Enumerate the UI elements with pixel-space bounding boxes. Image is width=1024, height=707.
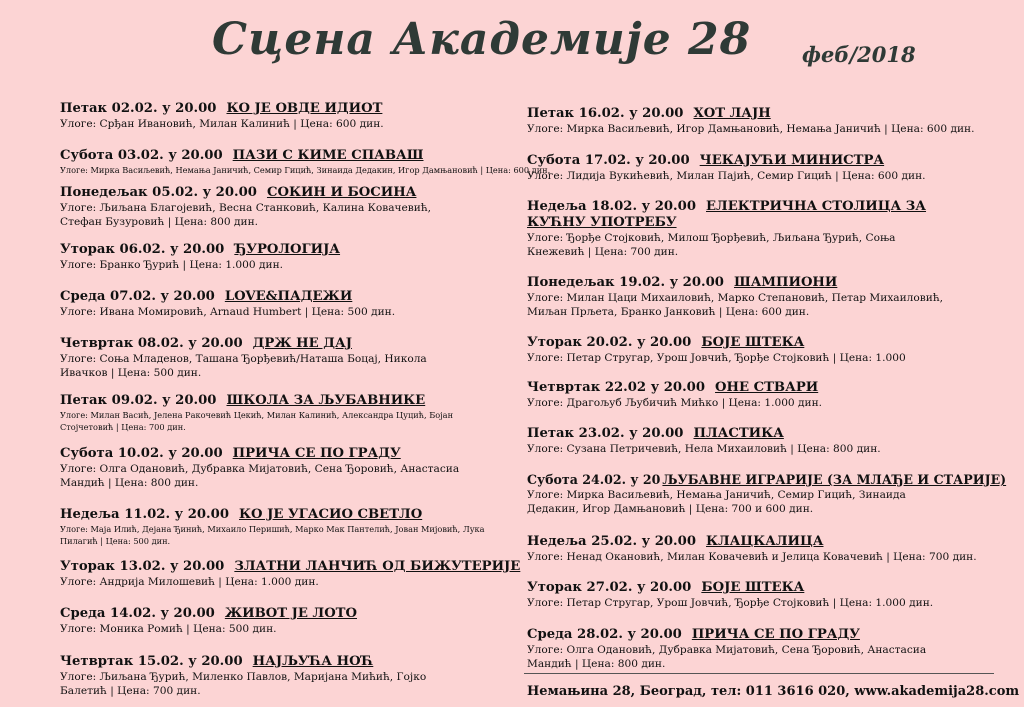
entry-day: Петак 23.02. у 20.00 [527, 426, 684, 441]
entry-day: Среда 28.02. у 20.00 [527, 627, 682, 642]
entry-day: Среда 07.02. у 20.00 [60, 289, 215, 304]
entry-day: Петак 16.02. у 20.00 [527, 106, 684, 121]
schedule-entry [527, 580, 933, 610]
entry-cast: Улоге: Љиљана Благојевић, Весна Станковић, Калина Ковачевић, Стефан Бузуровић | Цена: 800 дин. [60, 202, 432, 228]
entry-heading [527, 472, 1006, 488]
entry-day: Четвртак 15.02. у 20.00 [60, 654, 243, 669]
entry-heading [60, 606, 357, 622]
schedule-entry [527, 534, 977, 564]
month-label: феб/2018 [802, 42, 916, 67]
schedule-entry [527, 106, 975, 136]
entry-heading [527, 199, 967, 231]
entry-show-title: LOVE&ПАДЕЖИ [224, 289, 353, 304]
entry-cast: Улоге: Андрија Милошевић | Цена: 1.000 дин. [60, 576, 319, 588]
schedule-entry [527, 426, 881, 456]
entry-cast: Улоге: Петар Стругар, Урош Јовчић, Ђорђе Стојковић | Цена: 1.000 дин. [527, 597, 934, 609]
entry-cast: Улоге: Сузана Петричевић, Нела Михаиловић | Цена: 800 дин. [527, 443, 881, 455]
entry-day: Недеља 18.02. у 20.00 [527, 199, 696, 214]
entry-day: Субота 17.02. у 20.00 [527, 153, 690, 168]
entry-heading [60, 654, 460, 670]
schedule-entry [527, 275, 957, 319]
entry-cast: Улоге: Олга Одановић, Дубравка Мијатовић, Сена Ђоровић, Анастасиа Мандић | Цена: 800 дин. [60, 463, 460, 489]
entry-day: Уторак 06.02. у 20.00 [60, 242, 225, 257]
entry-show-title: КЛАЦКАЛИЦА [706, 534, 824, 549]
schedule-entry [60, 336, 460, 380]
entry-show-title: ЧЕКАЈУЋИ МИНИСТРА [699, 153, 885, 168]
entry-heading [60, 289, 395, 305]
entry-day: Недеља 11.02. у 20.00 [60, 507, 229, 522]
entry-day: Среда 14.02. у 20.00 [60, 606, 215, 621]
entry-cast: Улоге: Љиљана Ђурић, Миленко Павлов, Маријана Мићић, Гојко Балетић | Цена: 700 дин. [60, 671, 427, 697]
schedule-entry [60, 446, 480, 490]
entry-show-title: НАЈЉУЋА НОЋ [252, 654, 374, 669]
entry-heading [527, 534, 977, 550]
entry-show-title: ХОТ ЛАЈН [693, 106, 771, 121]
entry-heading [527, 627, 947, 643]
entry-heading [60, 185, 460, 201]
schedule-entry [60, 559, 520, 589]
entry-cast: Улоге: Драгољуб Љубичић Мићко | Цена: 1.000 дин. [527, 397, 823, 409]
entry-cast: Улоге: Ђорђе Стојковић, Милош Ђорђевић, Љиљана Ђурић, Соња Кнежевић | Цена: 700 дин. [527, 232, 896, 258]
entry-cast: Улоге: Мирка Васиљевић, Игор Дамњановић, Немања Јаничић | Цена: 600 дин. [527, 123, 975, 135]
entry-show-title: ЗЛАТНИ ЛАНЧИЋ ОД БИЖУТЕРИЈЕ [234, 559, 521, 574]
entry-day: Понедељак 19.02. у 20.00 [527, 275, 724, 290]
entry-day: Уторак 27.02. у 20.00 [527, 580, 692, 595]
entry-heading [60, 101, 384, 117]
entry-show-title: ЕЛЕКТРИЧНА СТОЛИЦА ЗА КУЋНУ УПОТРЕБУ [527, 199, 927, 230]
entry-show-title: БОЈЕ ШТЕКА [701, 335, 805, 350]
entry-show-title: БОЈЕ ШТЕКА [701, 580, 805, 595]
entry-heading [60, 446, 480, 462]
schedule-entry [60, 507, 510, 547]
entry-show-title: ШКОЛА ЗА ЉУБАВНИКЕ [226, 393, 426, 408]
entry-day: Субота 03.02. у 20.00 [60, 148, 223, 163]
entry-day: Субота 24.02. у 20 [527, 472, 661, 487]
schedule-entry [527, 627, 947, 671]
entry-heading [527, 426, 881, 442]
entry-day: Четвртак 08.02. у 20.00 [60, 336, 243, 351]
entry-show-title: ШАМПИОНИ [733, 275, 838, 290]
entry-cast: Улоге: Милан Васић, Јелена Ракочевић Цекић, Милан Калинић, Александра Цуцић, Бојан Стојчетовић | Цена: 700 дин. [60, 410, 454, 432]
entry-day: Петак 09.02. у 20.00 [60, 393, 217, 408]
entry-heading [60, 148, 530, 164]
entry-heading [527, 153, 926, 169]
schedule-entry [60, 606, 357, 636]
entry-heading [60, 393, 485, 409]
page-title: Сцена Академије 28 [212, 14, 752, 65]
entry-show-title: КО ЈЕ УГАСИО СВЕТЛО [239, 507, 423, 522]
entry-show-title: ПРИЧА СЕ ПО ГРАДУ [232, 446, 401, 461]
entry-heading [527, 106, 975, 122]
entry-show-title: ЖИВОТ ЈЕ ЛОТО [224, 606, 357, 621]
entry-day: Четвртак 22.02 у 20.00 [527, 380, 706, 395]
entry-heading [527, 335, 906, 351]
entry-cast: Улоге: Петар Стругар, Урош Јовчић, Ђорђе Стојковић | Цена: 1.000 [527, 352, 906, 364]
entry-day: Петак 02.02. у 20.00 [60, 101, 217, 116]
entry-day: Субота 10.02. у 20.00 [60, 446, 223, 461]
schedule-entry [60, 393, 485, 433]
schedule-entry [60, 148, 551, 176]
schedule-entry [527, 199, 967, 259]
entry-heading [60, 336, 460, 352]
entry-heading [60, 559, 520, 575]
entry-show-title: ПАЗИ С КИМЕ СПАВАШ [232, 148, 424, 163]
entry-cast: Улоге: Лидија Вукићевић, Милан Пајић, Семир Гицић | Цена: 600 дин. [527, 170, 926, 182]
schedule-entry [60, 654, 460, 698]
schedule-entry [527, 380, 822, 410]
entry-show-title: ЂУРОЛОГИЈА [234, 242, 341, 257]
entry-cast: Улоге: Моника Ромић | Цена: 500 дин. [60, 623, 277, 635]
entry-cast: Улоге: Маја Илић, Дејана Ђинић, Михаило Перишић, Марко Мак Пантелић, Јован Мијовић, Лука Пилагић | Цена: 500 дин. [60, 524, 485, 546]
entry-show-title: ПРИЧА СЕ ПО ГРАДУ [691, 627, 860, 642]
entry-cast: Улоге: Ненад Окановић, Милан Ковачевић и Јелица Ковачевић | Цена: 700 дин. [527, 551, 977, 563]
entry-day: Уторак 13.02. у 20.00 [60, 559, 225, 574]
entry-show-title: ОНЕ СТВАРИ [715, 380, 819, 395]
entry-heading [527, 380, 822, 396]
schedule-entry [60, 185, 460, 229]
entry-day: Уторак 20.02. у 20.00 [527, 335, 692, 350]
entry-cast: Улоге: Олга Одановић, Дубравка Мијатовић, Сена Ђоровић, Анастасиа Мандић | Цена: 800 дин. [527, 644, 927, 670]
schedule-entry [60, 242, 340, 272]
entry-heading [60, 507, 510, 523]
schedule-entry [60, 101, 384, 131]
entry-cast: Улоге: Мирка Васиљевић, Немања Јаничић, Семир Гицић, Зинаида Дедакин, Игор Дамњановић | Цена: 700 и 600 дин. [527, 489, 906, 515]
entry-show-title: ПЛАСТИКА [693, 426, 784, 441]
schedule-entry [527, 472, 1006, 516]
entry-show-title: КО ЈЕ ОВДЕ ИДИОТ [226, 101, 383, 116]
schedule-entry [60, 289, 395, 319]
entry-cast: Улоге: Бранко Ђурић | Цена: 1.000 дин. [60, 259, 284, 271]
entry-heading [527, 580, 933, 596]
entry-cast: Улоге: Милан Цаци Михаиловић, Марко Степановић, Петар Михаиловић, Миљан Прљета, Бранко Јанковић | Цена: 600 дин. [527, 292, 944, 318]
entry-heading [60, 242, 340, 258]
entry-day: Недеља 25.02. у 20.00 [527, 534, 696, 549]
entry-cast: Улоге: Ивана Момировић, Arnaud Humbert | Цена: 500 дин. [60, 306, 396, 318]
entry-show-title: ЉУБАВНЕ ИГРАРИЈЕ (ЗА МЛАЂЕ И СТАРИЈЕ) [662, 472, 1007, 487]
footer-address: Немањина 28, Београд, тел: 011 3616 020, www.akademija28.com [527, 684, 1020, 699]
schedule-entry [527, 335, 906, 365]
footer-divider [524, 673, 994, 674]
entry-cast: Улоге: Мирка Васиљевић, Немања Јаничић, Семир Гицић, Зинаида Дедакин, Игор Дамњановић | Цена: 600 дин. [60, 165, 551, 175]
entry-cast: Улоге: Срђан Ивановић, Милан Калинић | Цена: 600 дин. [60, 118, 384, 130]
schedule-entry [527, 153, 926, 183]
entry-heading [527, 275, 957, 291]
entry-day: Понедељак 05.02. у 20.00 [60, 185, 257, 200]
entry-show-title: ДРЖ НЕ ДАЈ [252, 336, 352, 351]
entry-show-title: СОКИН И БОСИНА [266, 185, 417, 200]
entry-cast: Улоге: Соња Младенов, Ташана Ђорђевић/Наташа Боцај, Никола Ивачков | Цена: 500 дин. [60, 353, 427, 379]
